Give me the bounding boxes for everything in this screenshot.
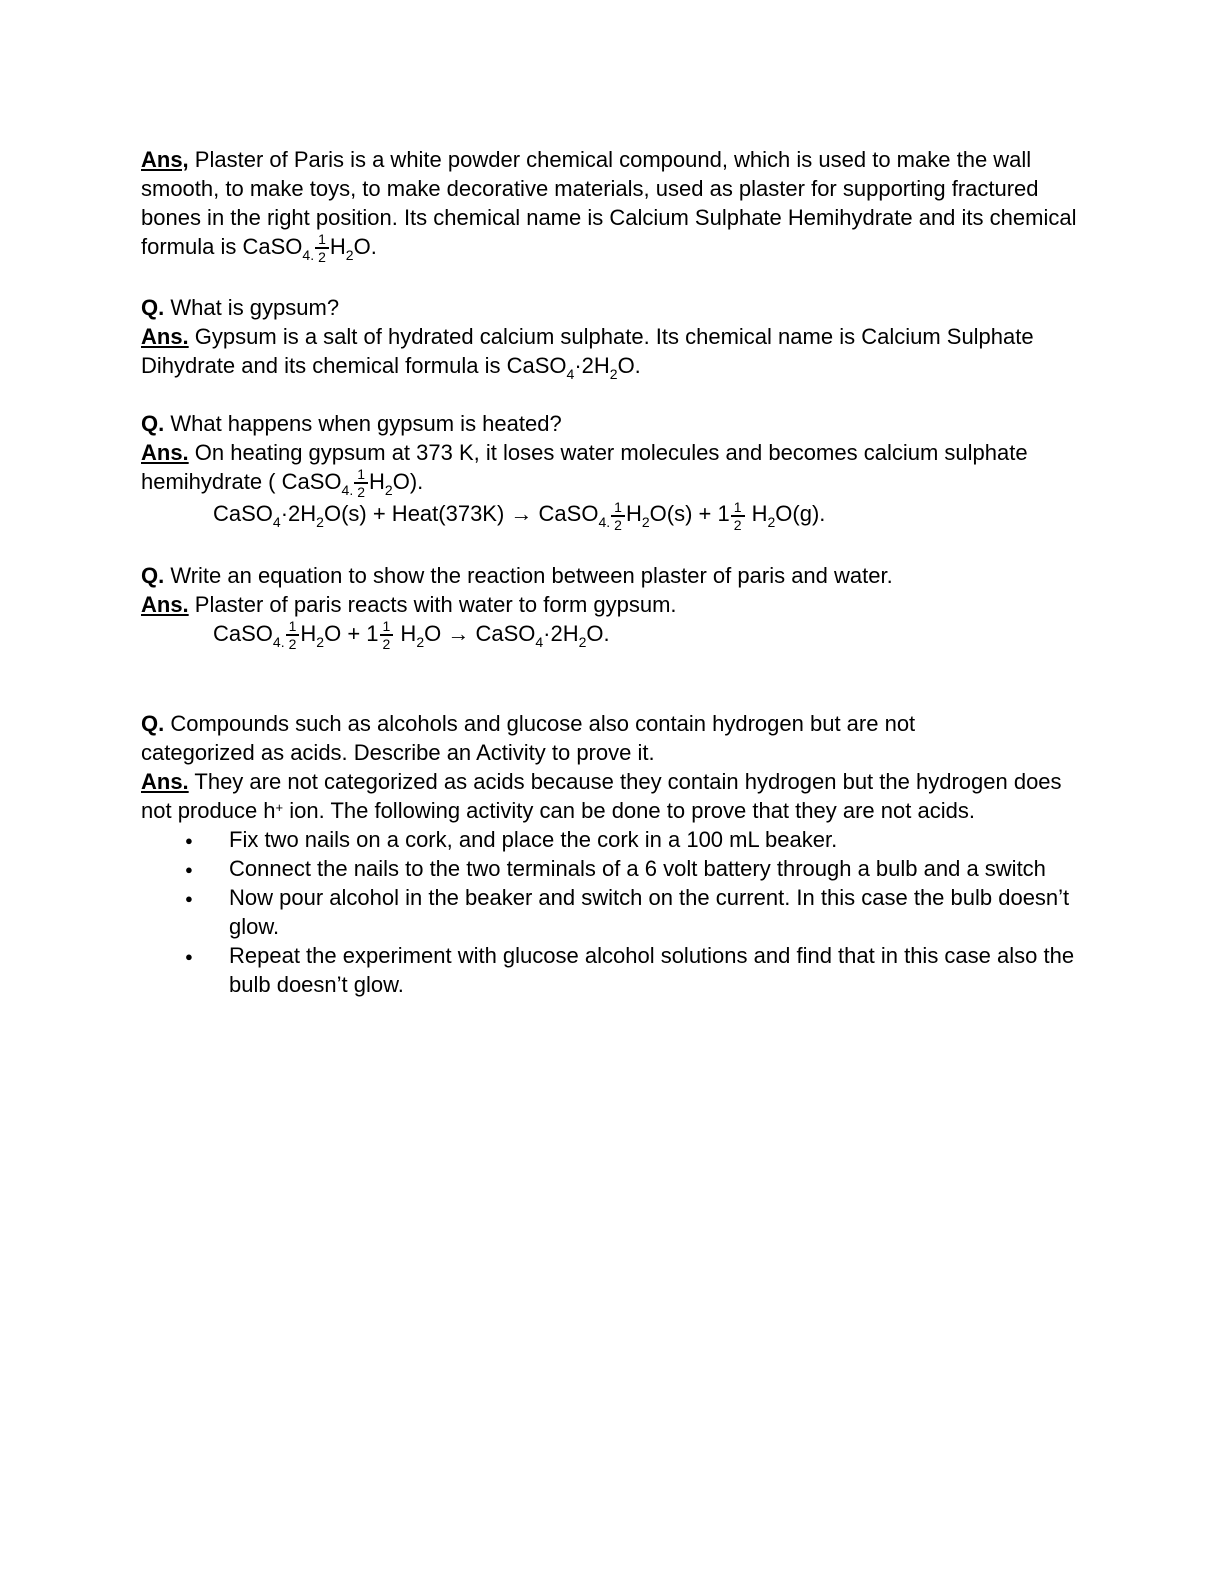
text-run: O. xyxy=(586,620,610,646)
text-run: Plaster of Paris is a white powder chemical compound, which is used to make the wall smooth, to make toys, to make decorative materials, used as plaster for supporting fractured bones in the right position. Its chemical name is Calcium Sulphate Hemihydrate and its chemical formula is xyxy=(141,147,1077,259)
subscript: 2 xyxy=(316,633,325,650)
activity-steps-list xyxy=(141,825,1084,999)
text-run: CaSO xyxy=(213,501,273,527)
question-what-is-gypsum xyxy=(141,293,1084,322)
text-run: Ans. xyxy=(141,324,189,350)
text-run: Gypsum is a salt of hydrated calcium sulphate. Its chemical name is Calcium Sulphate Dihydrate and its chemical formula is xyxy=(141,324,1034,379)
text-run: On heating gypsum at 373 K, it loses water molecules and becomes calcium sulphate hemihydrate ( xyxy=(141,440,1028,495)
fraction-numerator: 1 xyxy=(731,500,745,517)
fraction xyxy=(315,232,329,264)
subscript: 4 xyxy=(566,366,575,383)
fraction-numerator: 1 xyxy=(315,232,329,249)
answer-gypsum-heated xyxy=(141,438,1084,499)
text-run: CaSO xyxy=(213,620,273,646)
superscript: + xyxy=(275,799,284,815)
text-run: H xyxy=(745,501,768,527)
text-run: H xyxy=(394,620,417,646)
subscript: 2 xyxy=(641,514,650,531)
answer-alcohols-glucose xyxy=(141,767,1084,825)
text-run: ·2H xyxy=(543,620,579,646)
text-run: ·2H xyxy=(574,353,610,379)
fraction-denominator: 2 xyxy=(288,635,297,652)
text-run: Connect the nails to the two terminals of a 6 volt battery through a bulb and a switch xyxy=(229,855,1046,881)
subscript: 2 xyxy=(609,366,618,383)
subscript: 4. xyxy=(302,247,315,263)
text-run: H xyxy=(625,501,642,527)
text-run: Write an equation to show the reaction between plaster of paris and water. xyxy=(164,562,893,588)
text-run: Repeat the experiment with glucose alcohol solutions and find that in this case also the bulb doesn’t glow. xyxy=(229,942,1075,997)
text-run: Ans. xyxy=(141,440,189,466)
blank-line xyxy=(141,380,1084,409)
text-run: H xyxy=(369,469,385,495)
fraction xyxy=(380,619,394,651)
text-run: O(s) + 1 xyxy=(649,501,730,527)
bullet-icon: ● xyxy=(185,890,193,906)
fraction xyxy=(731,500,745,532)
text-run: O. xyxy=(617,353,641,379)
text-run: Ans. xyxy=(141,591,189,617)
text-run: Now pour alcohol in the beaker and switch on the current. In this case the bulb doesn’t glow. xyxy=(229,884,1070,939)
text-run: What is gypsum? xyxy=(164,295,340,321)
text-run: CaSO xyxy=(281,469,342,495)
answer-what-is-gypsum xyxy=(141,322,1084,383)
fraction-numerator: 1 xyxy=(286,619,300,636)
fraction xyxy=(354,467,368,499)
fraction-numerator: 1 xyxy=(354,467,368,484)
equation-plaster-and-water xyxy=(213,619,1084,651)
text-run: O + 1 xyxy=(324,620,379,646)
text-run: Compounds such as alcohols and glucose also contain hydrogen but are not xyxy=(164,710,916,736)
subscript: 2 xyxy=(316,514,324,531)
bullet-icon: ● xyxy=(185,948,193,964)
blank-line xyxy=(141,264,1084,293)
text-run: What happens when gypsum is heated? xyxy=(164,411,562,437)
subscript: 2 xyxy=(345,247,354,263)
document-content xyxy=(141,145,1084,999)
text-run: ·2H xyxy=(280,501,317,527)
fraction-denominator: 2 xyxy=(382,635,391,652)
text-run: O → CaSO xyxy=(424,620,536,646)
text-run: Fix two nails on a cork, and place the cork in a 100 mL beaker. xyxy=(229,826,838,852)
subscript: 4 xyxy=(272,514,281,531)
bullet-item xyxy=(185,854,1084,883)
subscript: 2 xyxy=(384,482,393,499)
fraction xyxy=(286,619,300,651)
subscript: 4. xyxy=(598,514,611,531)
text-run: H xyxy=(300,620,317,646)
text-run: Ans. xyxy=(141,768,189,794)
answer-plaster-of-paris xyxy=(141,145,1084,264)
subscript: 4. xyxy=(341,482,354,499)
text-run: CaSO xyxy=(242,234,303,259)
text-run: Plaster of paris reacts with water to form gypsum. xyxy=(188,591,677,617)
text-run: Q. xyxy=(141,411,165,437)
fraction xyxy=(611,500,625,532)
fraction-denominator: 2 xyxy=(614,516,622,533)
text-run: Q. xyxy=(141,710,165,736)
text-run: Q. xyxy=(141,562,165,588)
fraction-denominator: 2 xyxy=(733,516,742,533)
fraction-numerator: 1 xyxy=(611,500,625,517)
text-run: O(g). xyxy=(775,501,826,527)
question-gypsum-heated xyxy=(141,409,1084,438)
text-run: They are not categorized as acids because they contain hydrogen but the hydrogen does not produce h xyxy=(141,768,1062,823)
blank-line xyxy=(141,532,1084,561)
question-plaster-and-water xyxy=(141,561,1084,590)
bullet-item xyxy=(185,825,1084,854)
answer-plaster-and-water xyxy=(141,590,1084,619)
text-run: H xyxy=(329,234,346,259)
subscript: 2 xyxy=(578,633,587,650)
subscript: 2 xyxy=(767,514,776,531)
subscript: 4. xyxy=(272,633,285,650)
equation-gypsum-heating xyxy=(213,499,1084,531)
bullet-icon: ● xyxy=(185,832,193,848)
bullet-item xyxy=(185,883,1084,941)
text-run: ion. The following activity can be done to prove that they are not acids. xyxy=(283,797,975,823)
text-run: O(s) + Heat(373K) → CaSO xyxy=(323,501,599,527)
text-run: categorized as acids. Describe an Activity to prove it. xyxy=(141,739,655,765)
text-run: Q. xyxy=(141,295,165,321)
bullet-icon: ● xyxy=(185,861,193,877)
subscript: 2 xyxy=(416,633,425,650)
question-alcohols-glucose xyxy=(141,709,1084,767)
blank-lines xyxy=(141,651,1084,709)
text-run: O. xyxy=(353,234,377,259)
text-run: O). xyxy=(392,469,424,495)
fraction-numerator: 1 xyxy=(380,619,394,636)
text-run: Ans, xyxy=(141,147,189,172)
subscript: 4 xyxy=(535,633,544,650)
fraction-denominator: 2 xyxy=(318,249,326,266)
text-run: CaSO xyxy=(506,353,567,379)
fraction-denominator: 2 xyxy=(357,484,366,501)
bullet-item xyxy=(185,941,1084,999)
